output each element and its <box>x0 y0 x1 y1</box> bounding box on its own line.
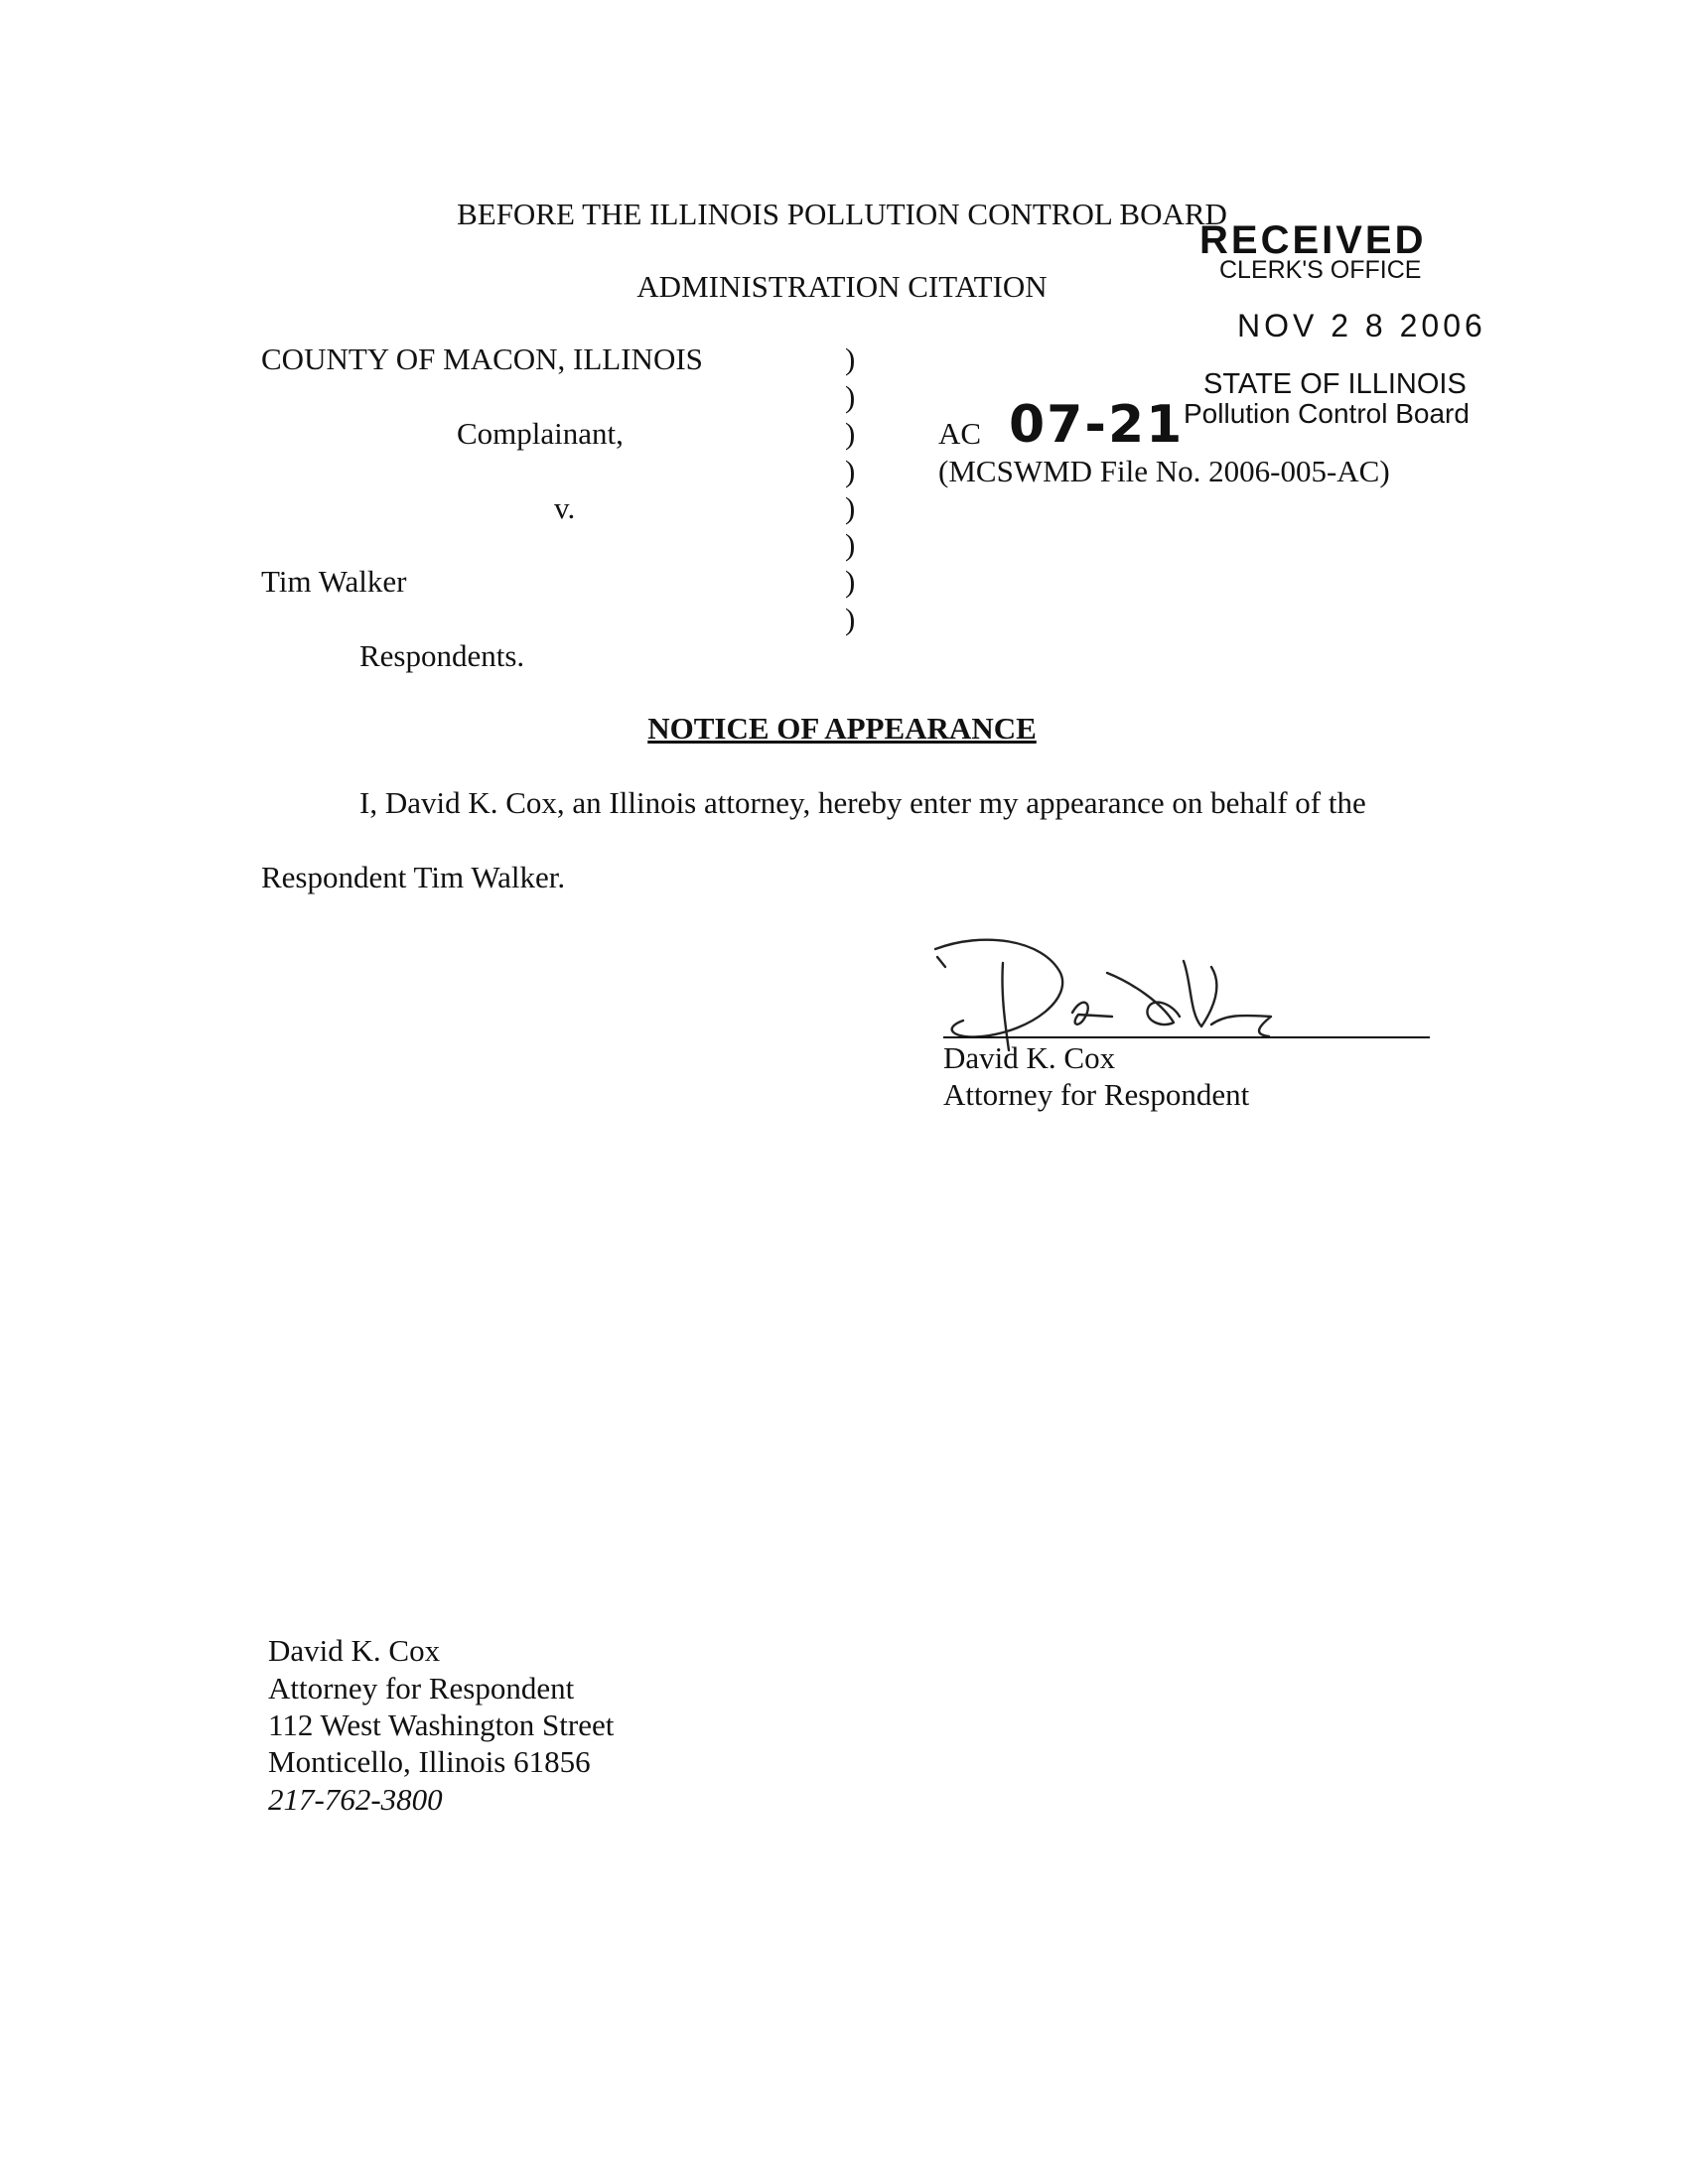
signature-name: David K. Cox <box>943 1040 1116 1075</box>
caption-paren: ) <box>845 379 856 414</box>
respondent-name: Tim Walker <box>261 564 407 599</box>
complainant-role: Complainant, <box>457 416 624 451</box>
address-title: Attorney for Respondent <box>268 1671 575 1706</box>
caption-paren: ) <box>845 416 856 451</box>
signature-line <box>943 1036 1430 1038</box>
versus: v. <box>554 490 576 525</box>
address-phone: 217-762-3800 <box>268 1782 443 1817</box>
notice-body-line-2: Respondent Tim Walker. <box>261 860 566 894</box>
signature-title: Attorney for Respondent <box>943 1077 1250 1112</box>
notice-body-line-1: I, David K. Cox, an Illinois attorney, hereby enter my appearance on behalf of the <box>359 785 1366 820</box>
file-number: (MCSWMD File No. 2006-005-AC) <box>938 454 1390 488</box>
address-street: 112 West Washington Street <box>268 1707 615 1742</box>
case-prefix: AC <box>938 416 982 451</box>
address-city: Monticello, Illinois 61856 <box>268 1744 591 1779</box>
caption-paren: ) <box>845 527 856 562</box>
complainant-name: COUNTY OF MACON, ILLINOIS <box>261 341 703 376</box>
received-stamp-office: CLERK'S OFFICE <box>1219 256 1422 284</box>
received-stamp-board: Pollution Control Board <box>1184 398 1470 429</box>
proceeding-heading: ADMINISTRATION CITATION <box>636 269 1048 304</box>
received-stamp-title: RECEIVED <box>1199 218 1427 262</box>
court-heading: BEFORE THE ILLINOIS POLLUTION CONTROL BOARD <box>457 197 1227 231</box>
address-name: David K. Cox <box>268 1633 441 1668</box>
caption-paren: ) <box>845 341 856 376</box>
caption-paren: ) <box>845 490 856 525</box>
notice-title: NOTICE OF APPEARANCE <box>647 711 1037 746</box>
caption-paren: ) <box>845 602 856 636</box>
caption-paren: ) <box>845 454 856 488</box>
case-number-handwritten: 07-21 <box>1009 395 1185 455</box>
received-stamp-state: STATE OF ILLINOIS <box>1203 368 1467 400</box>
caption-paren: ) <box>845 564 856 599</box>
received-stamp-date: NOV 2 8 2006 <box>1237 308 1486 343</box>
respondent-role: Respondents. <box>359 638 525 673</box>
